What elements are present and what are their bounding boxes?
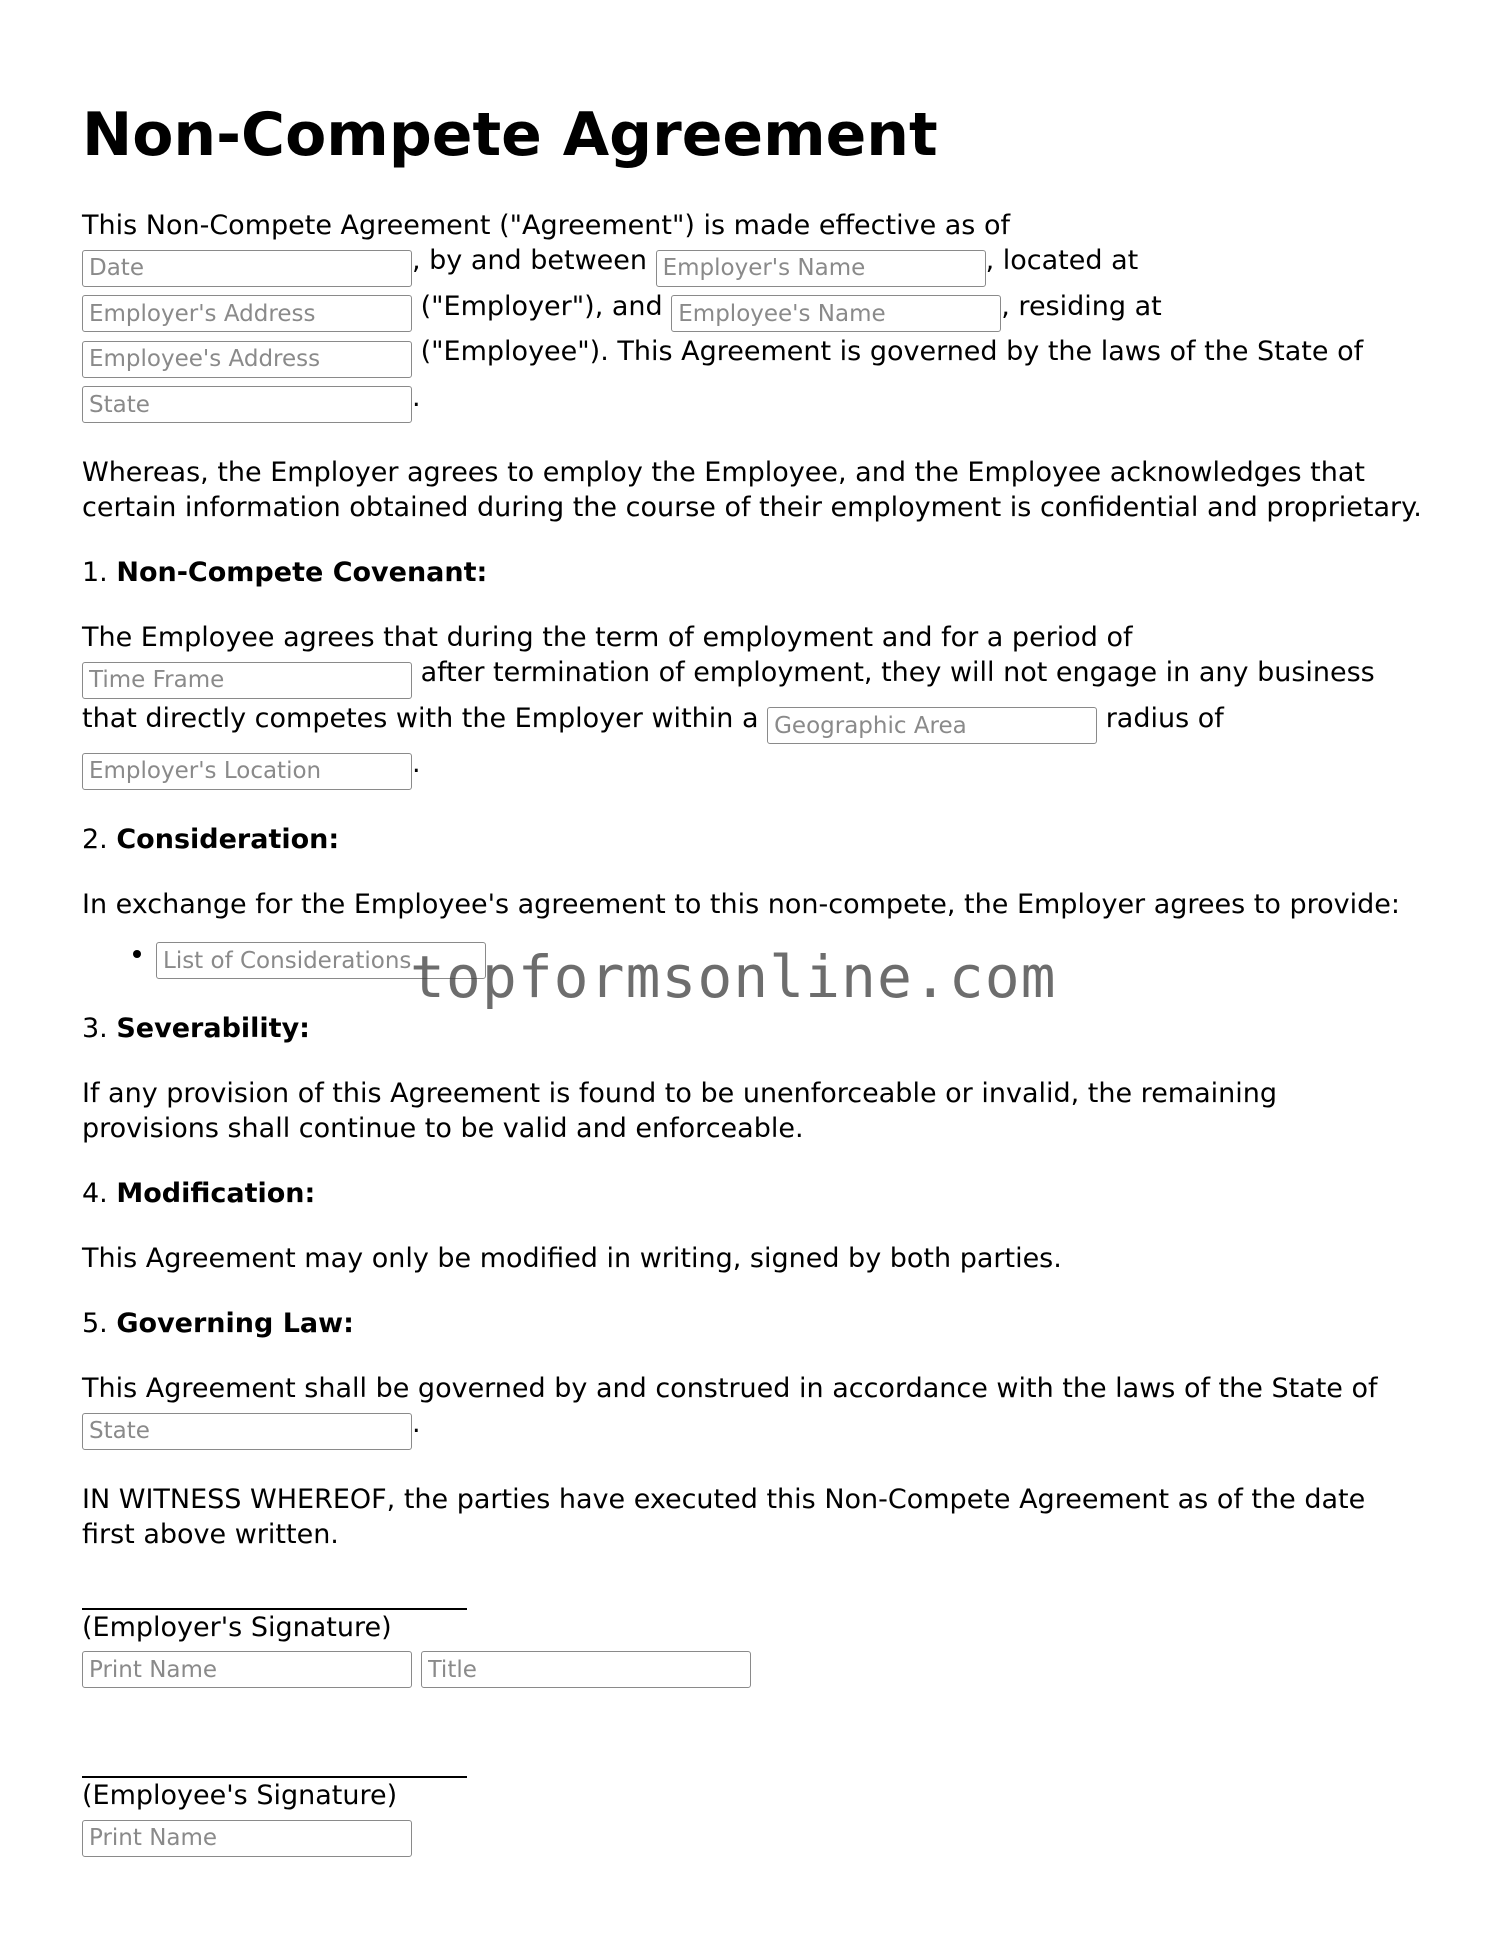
watermark: topformsonline.com xyxy=(410,943,1057,1011)
page-title: Non-Compete Agreement xyxy=(82,100,938,170)
considerations-input[interactable] xyxy=(156,942,486,979)
intro-text-5: , residing at xyxy=(1001,290,1162,322)
section-5-paragraph xyxy=(82,1371,1422,1452)
intro-text-2: , by and between xyxy=(412,245,647,276)
governing-state-input[interactable] xyxy=(82,1413,412,1450)
employee-print-name-input[interactable] xyxy=(82,1820,412,1857)
section-title: Consideration: xyxy=(116,823,340,855)
section-title: Non-Compete Covenant: xyxy=(116,557,488,588)
geographic-area-input[interactable] xyxy=(767,707,1097,744)
section-3-heading xyxy=(82,1011,1422,1046)
s5-text-2: . xyxy=(412,1408,421,1439)
employer-print-name-input[interactable] xyxy=(82,1651,412,1688)
employee-signature-label: (Employee's Signature) xyxy=(82,1780,398,1811)
section-title: Governing Law: xyxy=(116,1308,354,1339)
employer-name-input[interactable] xyxy=(656,250,986,287)
section-number: 5. xyxy=(82,1308,108,1339)
employee-signature-line[interactable] xyxy=(82,1750,467,1778)
intro-text-7: . xyxy=(412,381,421,413)
witness-paragraph: IN WITNESS WHEREOF, the parties have executed this Non-Compete Agreement as of the date first above written. xyxy=(82,1483,1366,1550)
employer-address-input[interactable] xyxy=(82,295,412,332)
intro-text-4: ("Employer"), and xyxy=(420,290,663,322)
section-number: 1. xyxy=(82,557,108,588)
intro-paragraph xyxy=(82,208,1422,425)
considerations-list xyxy=(82,934,1422,982)
s1-text-4: . xyxy=(412,748,421,779)
section-number: 3. xyxy=(82,1013,108,1044)
intro-text-1: This Non-Compete Agreement ("Agreement") is made effective as of xyxy=(82,210,1010,241)
date-input[interactable] xyxy=(82,250,412,287)
employer-signature-line[interactable] xyxy=(82,1582,467,1610)
section-2-paragraph: In exchange for the Employee's agreement to this non-compete, the Employer agrees to provide: xyxy=(82,888,1400,920)
employee-signature-block xyxy=(82,1750,1422,1859)
s1-text-3: radius of xyxy=(1105,702,1224,734)
section-1-paragraph xyxy=(82,620,1422,792)
whereas-paragraph: Whereas, the Employer agrees to employ the Employee, and the Employee acknowledges that certain information obtained during the course of their employment is confidential and proprietary. xyxy=(82,457,1422,523)
state-input[interactable] xyxy=(82,386,412,423)
employee-address-input[interactable] xyxy=(82,341,412,378)
time-frame-input[interactable] xyxy=(82,662,412,699)
section-3-paragraph: If any provision of this Agreement is found to be unenforceable or invalid, the remaining provisions shall continue to be valid and enforceable. xyxy=(82,1078,1278,1144)
section-title: Modification: xyxy=(116,1178,316,1209)
employer-signature-block xyxy=(82,1582,1422,1691)
document-page xyxy=(82,100,1422,1859)
section-4-heading xyxy=(82,1176,1422,1211)
s5-text-1: This Agreement shall be governed by and construed in accordance with the laws of the State of xyxy=(82,1373,1378,1404)
section-title: Severability: xyxy=(116,1013,310,1044)
employee-name-input[interactable] xyxy=(671,295,1001,332)
section-2-heading xyxy=(82,822,1422,857)
section-4-paragraph: This Agreement may only be modified in writing, signed by both parties. xyxy=(82,1243,1062,1274)
intro-text-3: , located at xyxy=(985,245,1139,276)
employer-signature-label: (Employer's Signature) xyxy=(82,1611,392,1643)
list-item xyxy=(156,934,1422,982)
section-5-heading xyxy=(82,1306,1422,1341)
section-number: 4. xyxy=(82,1178,108,1209)
section-number: 2. xyxy=(82,823,108,855)
s1-text-2: after termination of employment, they will not engage in any business that directly competes with the Employer within a xyxy=(82,657,1375,734)
employer-title-input[interactable] xyxy=(421,1651,751,1688)
section-1-heading xyxy=(82,555,1422,590)
s1-text-1: The Employee agrees that during the term of employment and for a period of xyxy=(82,622,1133,653)
intro-text-6: ("Employee"). This Agreement is governed by the laws of the State of xyxy=(420,336,1364,367)
employer-location-input[interactable] xyxy=(82,753,412,790)
